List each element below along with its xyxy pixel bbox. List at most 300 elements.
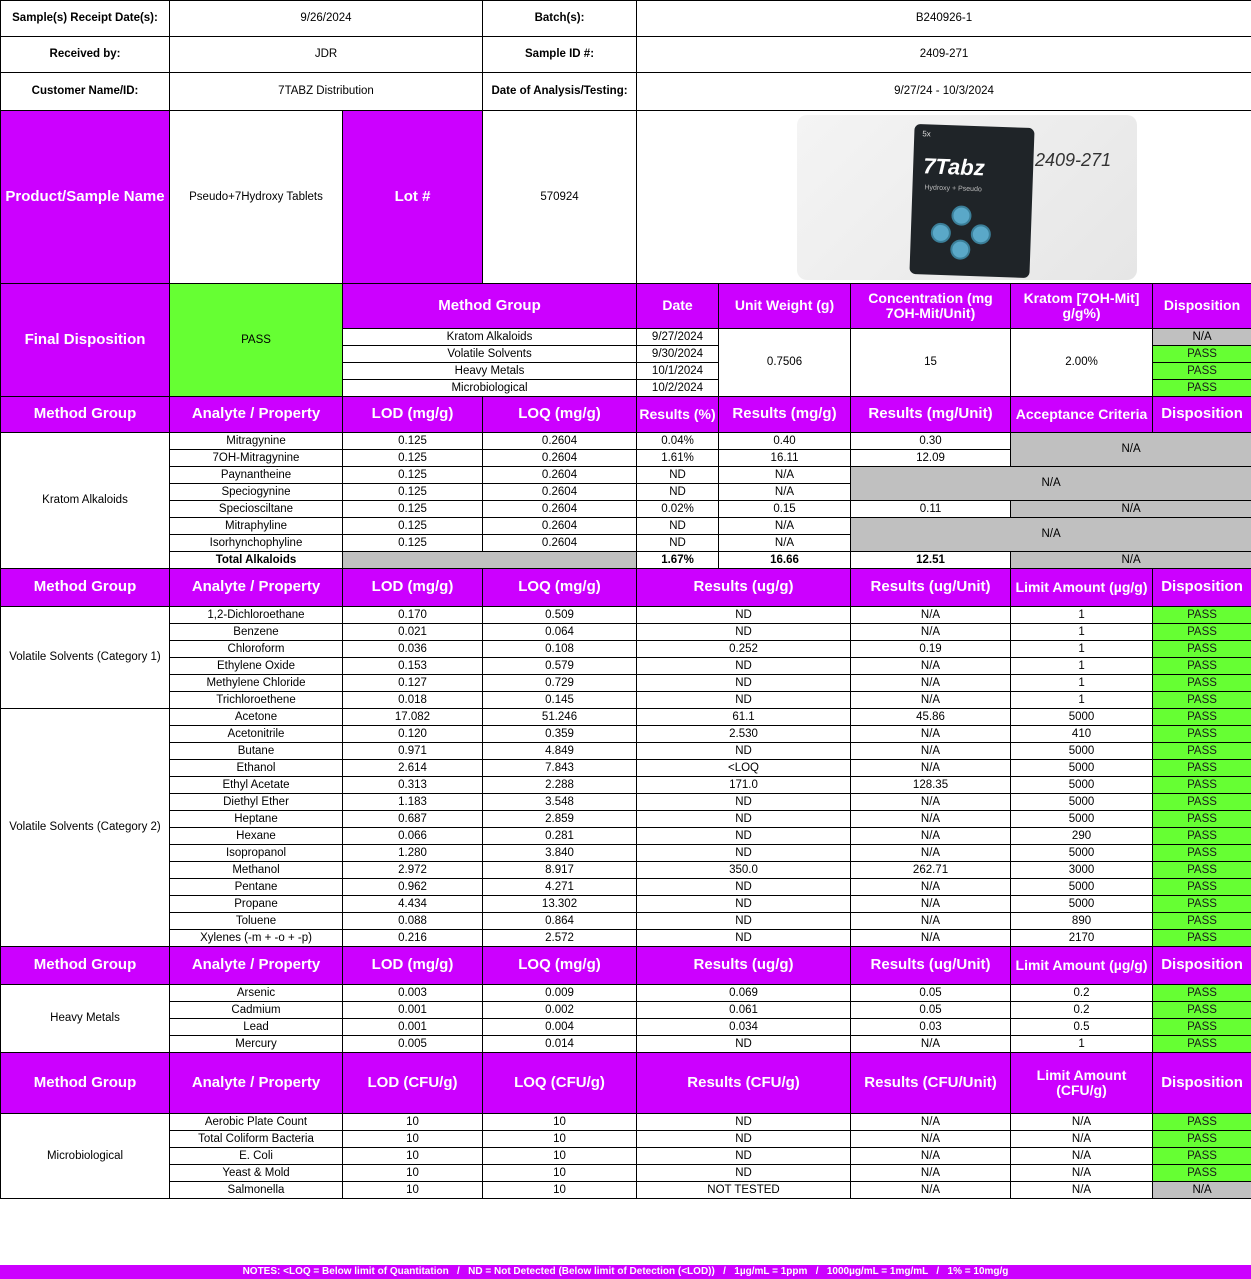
alk-total-pct: 1.67% — [637, 552, 719, 569]
alk-pct: ND — [637, 518, 719, 535]
sol2-lod: 1.280 — [343, 845, 483, 862]
alk-lod: 0.125 — [343, 484, 483, 501]
table-row — [1, 641, 1251, 658]
alk-loq: 0.2604 — [483, 450, 637, 467]
micro-disposition: N/A — [1153, 1182, 1251, 1199]
sol1-result: ND — [637, 658, 851, 675]
final-disposition-cell: PASS — [1153, 363, 1251, 380]
sol1-unit-result: N/A — [851, 692, 1011, 709]
final-date: 10/1/2024 — [637, 363, 719, 380]
micro-limit: N/A — [1011, 1165, 1153, 1182]
table-row — [1, 743, 1251, 760]
sol2-disposition: PASS — [1153, 879, 1251, 896]
sol1-limit: 1 — [1011, 658, 1153, 675]
alk-lod: 0.125 — [343, 518, 483, 535]
sol2-limit: 290 — [1011, 828, 1153, 845]
micro-loq: 10 — [483, 1114, 637, 1131]
sol2-loq: 2.859 — [483, 811, 637, 828]
sol2-loq: 0.359 — [483, 726, 637, 743]
sol2-unit-result: N/A — [851, 828, 1011, 845]
sol2-limit: 3000 — [1011, 862, 1153, 879]
alk-lod: 0.125 — [343, 467, 483, 484]
sol2-lod: 0.120 — [343, 726, 483, 743]
micro-unit-result: N/A — [851, 1182, 1011, 1199]
table-row — [1, 828, 1251, 845]
received-label: Received by: — [1, 37, 170, 73]
sol2-analyte: Heptane — [170, 811, 343, 828]
metal-disposition: PASS — [1153, 1002, 1251, 1019]
alk-mgg: 0.15 — [719, 501, 851, 518]
sol2-analyte: Butane — [170, 743, 343, 760]
alk-header-0: Method Group — [1, 397, 170, 433]
micro-header-2: LOD (CFU/g) — [343, 1053, 483, 1114]
alk-pct: 0.02% — [637, 501, 719, 518]
metal-result: 0.034 — [637, 1019, 851, 1036]
metal-loq: 0.014 — [483, 1036, 637, 1053]
sol-header-3: LOQ (mg/g) — [483, 569, 637, 607]
sol2-limit: 890 — [1011, 913, 1153, 930]
micro-result: ND — [637, 1114, 851, 1131]
sol-header-1: Analyte / Property — [170, 569, 343, 607]
micro-header-3: LOQ (CFU/g) — [483, 1053, 637, 1114]
customer-value: 7TABZ Distribution — [170, 73, 483, 111]
sol1-limit: 1 — [1011, 641, 1153, 658]
sol2-limit: 5000 — [1011, 811, 1153, 828]
table-row — [1, 913, 1251, 930]
sol1-analyte: Methylene Chloride — [170, 675, 343, 692]
sol2-analyte: Pentane — [170, 879, 343, 896]
sol2-disposition: PASS — [1153, 930, 1251, 947]
sol2-unit-result: N/A — [851, 896, 1011, 913]
metal-group: Heavy Metals — [1, 985, 170, 1053]
sol2-result: ND — [637, 845, 851, 862]
table-row — [1, 709, 1251, 726]
table-row — [1, 726, 1251, 743]
sol2-disposition: PASS — [1153, 743, 1251, 760]
metals-header-3: LOQ (mg/g) — [483, 947, 637, 985]
table-row — [1, 777, 1251, 794]
kratom-value: 2.00% — [1011, 329, 1153, 397]
table-row — [1, 658, 1251, 675]
final-date: 10/2/2024 — [637, 380, 719, 397]
alk-na: N/A — [1011, 501, 1251, 518]
sol2-disposition: PASS — [1153, 896, 1251, 913]
sol2-limit: 5000 — [1011, 777, 1153, 794]
sol1-group: Volatile Solvents (Category 1) — [1, 607, 170, 709]
micro-header-6: Limit Amount (CFU/g) — [1011, 1053, 1153, 1114]
sol2-disposition: PASS — [1153, 777, 1251, 794]
table-row — [1, 1182, 1251, 1199]
package-brand-text: 7Tabz — [922, 153, 986, 181]
sol2-result: 2.530 — [637, 726, 851, 743]
alk-analyte: Speciogynine — [170, 484, 343, 501]
final-date: 9/27/2024 — [637, 329, 719, 346]
sol2-disposition: PASS — [1153, 811, 1251, 828]
final-header-date: Date — [637, 284, 719, 329]
metals-header-6: Limit Amount (µg/g) — [1011, 947, 1153, 985]
metal-loq: 0.009 — [483, 985, 637, 1002]
table-row — [1, 896, 1251, 913]
package-corner-text: 5x — [922, 129, 931, 139]
micro-header-5: Results (CFU/Unit) — [851, 1053, 1011, 1114]
micro-analyte: E. Coli — [170, 1148, 343, 1165]
alk-analyte: Isorhynchophyline — [170, 535, 343, 552]
alk-total-mgg: 16.66 — [719, 552, 851, 569]
sol2-analyte: Methanol — [170, 862, 343, 879]
alk-header-8: Disposition — [1153, 397, 1251, 433]
sol2-loq: 0.281 — [483, 828, 637, 845]
sol1-loq: 0.729 — [483, 675, 637, 692]
table-row — [1, 811, 1251, 828]
sol2-unit-result: N/A — [851, 913, 1011, 930]
table-row — [1, 1131, 1251, 1148]
tablet-shape — [971, 224, 992, 245]
sol2-disposition: PASS — [1153, 862, 1251, 879]
product-name-label: Product/Sample Name — [1, 111, 170, 284]
sol2-loq: 13.302 — [483, 896, 637, 913]
sol2-limit: 5000 — [1011, 896, 1153, 913]
sol-header-6: Limit Amount (µg/g) — [1011, 569, 1153, 607]
alk-total-unit: 12.51 — [851, 552, 1011, 569]
sol2-result: 171.0 — [637, 777, 851, 794]
sol1-result: ND — [637, 675, 851, 692]
package-sub-text: Hydroxy + Pseudo — [924, 184, 982, 194]
sol2-lod: 0.687 — [343, 811, 483, 828]
sol2-analyte: Diethyl Ether — [170, 794, 343, 811]
alk-pct: ND — [637, 535, 719, 552]
sol2-loq: 8.917 — [483, 862, 637, 879]
final-header-concentration: Concentration (mg 7OH-Mit/Unit) — [851, 284, 1011, 329]
sol1-result: ND — [637, 624, 851, 641]
alk-unit: 12.09 — [851, 450, 1011, 467]
alk-analyte: 7OH-Mitragynine — [170, 450, 343, 467]
sol2-loq: 51.246 — [483, 709, 637, 726]
sol2-result: 350.0 — [637, 862, 851, 879]
received-value: JDR — [170, 37, 483, 73]
micro-header-4: Results (CFU/g) — [637, 1053, 851, 1114]
sol2-limit: 5000 — [1011, 794, 1153, 811]
metal-lod: 0.001 — [343, 1002, 483, 1019]
micro-limit: N/A — [1011, 1114, 1153, 1131]
sol2-loq: 2.572 — [483, 930, 637, 947]
alk-mgg: N/A — [719, 484, 851, 501]
table-row — [1, 1165, 1251, 1182]
sol2-analyte: Propane — [170, 896, 343, 913]
table-row — [1, 930, 1251, 947]
sol2-limit: 5000 — [1011, 743, 1153, 760]
alk-analyte: Speciosciltane — [170, 501, 343, 518]
alk-analyte: Mitraphyline — [170, 518, 343, 535]
sol-header-2: LOD (mg/g) — [343, 569, 483, 607]
micro-loq: 10 — [483, 1131, 637, 1148]
sol2-unit-result: N/A — [851, 879, 1011, 896]
sol1-analyte: Chloroform — [170, 641, 343, 658]
product-photo — [637, 111, 1251, 284]
micro-lod: 10 — [343, 1131, 483, 1148]
alk-mgg: 0.40 — [719, 433, 851, 450]
alk-lod: 0.125 — [343, 433, 483, 450]
sol2-analyte: Toluene — [170, 913, 343, 930]
sol2-result: 61.1 — [637, 709, 851, 726]
alk-loq: 0.2604 — [483, 433, 637, 450]
sol1-disposition: PASS — [1153, 624, 1251, 641]
micro-analyte: Yeast & Mold — [170, 1165, 343, 1182]
sol2-analyte: Acetonitrile — [170, 726, 343, 743]
alk-analyte: Paynantheine — [170, 467, 343, 484]
sol2-result: ND — [637, 879, 851, 896]
batch-value: B240926-1 — [637, 1, 1251, 37]
sol1-lod: 0.127 — [343, 675, 483, 692]
sol2-limit: 2170 — [1011, 930, 1153, 947]
sol1-loq: 0.509 — [483, 607, 637, 624]
micro-disposition: PASS — [1153, 1131, 1251, 1148]
sample-id-label: Sample ID #: — [483, 37, 637, 73]
customer-label: Customer Name/ID: — [1, 73, 170, 111]
tablet-shape — [950, 239, 971, 260]
micro-analyte: Aerobic Plate Count — [170, 1114, 343, 1131]
sol1-disposition: PASS — [1153, 658, 1251, 675]
alk-pct: ND — [637, 467, 719, 484]
sol2-unit-result: 128.35 — [851, 777, 1011, 794]
sol1-unit-result: N/A — [851, 675, 1011, 692]
micro-unit-result: N/A — [851, 1165, 1011, 1182]
sol2-unit-result: N/A — [851, 726, 1011, 743]
alk-lod: 0.125 — [343, 501, 483, 518]
sol2-lod: 0.066 — [343, 828, 483, 845]
sol2-disposition: PASS — [1153, 828, 1251, 845]
micro-result: ND — [637, 1148, 851, 1165]
sol1-limit: 1 — [1011, 692, 1153, 709]
sol2-analyte: Ethanol — [170, 760, 343, 777]
sol1-loq: 0.108 — [483, 641, 637, 658]
metal-analyte: Arsenic — [170, 985, 343, 1002]
alk-mgg: N/A — [719, 518, 851, 535]
sol2-unit-result: N/A — [851, 845, 1011, 862]
sol1-unit-result: N/A — [851, 658, 1011, 675]
table-row — [1, 1114, 1251, 1131]
sol2-group: Volatile Solvents (Category 2) — [1, 709, 170, 947]
micro-header-7: Disposition — [1153, 1053, 1251, 1114]
metal-result: 0.061 — [637, 1002, 851, 1019]
metal-limit: 0.2 — [1011, 985, 1153, 1002]
sol1-loq: 0.145 — [483, 692, 637, 709]
alk-na: N/A — [851, 467, 1251, 501]
alk-group: Kratom Alkaloids — [1, 433, 170, 569]
sol-header-4: Results (ug/g) — [637, 569, 851, 607]
alk-pct: ND — [637, 484, 719, 501]
sol1-unit-result: 0.19 — [851, 641, 1011, 658]
metal-unit-result: 0.05 — [851, 985, 1011, 1002]
metal-unit-result: 0.05 — [851, 1002, 1011, 1019]
micro-unit-result: N/A — [851, 1148, 1011, 1165]
sol2-disposition: PASS — [1153, 726, 1251, 743]
micro-limit: N/A — [1011, 1148, 1153, 1165]
table-row — [1, 607, 1251, 624]
sol2-unit-result: 45.86 — [851, 709, 1011, 726]
micro-result: ND — [637, 1131, 851, 1148]
alk-lod: 0.125 — [343, 450, 483, 467]
micro-header-0: Method Group — [1, 1053, 170, 1114]
sol2-limit: 5000 — [1011, 879, 1153, 896]
sol2-unit-result: N/A — [851, 794, 1011, 811]
metal-limit: 1 — [1011, 1036, 1153, 1053]
sol2-lod: 0.313 — [343, 777, 483, 794]
final-header-disposition: Disposition — [1153, 284, 1251, 329]
alk-loq: 0.2604 — [483, 467, 637, 484]
sol2-loq: 7.843 — [483, 760, 637, 777]
table-row — [1, 1148, 1251, 1165]
sol1-analyte: 1,2-Dichloroethane — [170, 607, 343, 624]
sol1-lod: 0.036 — [343, 641, 483, 658]
sol2-lod: 1.183 — [343, 794, 483, 811]
sol2-result: ND — [637, 811, 851, 828]
notes-bar: NOTES: <LOQ = Below limit of Quantitation / ND = Not Detected (Below limit of Detection (<LOD)) / 1µg/mL = 1ppm / 1000µg/mL = 1mg/mL / 1% = 10mg/g — [0, 1265, 1251, 1279]
micro-group: Microbiological — [1, 1114, 170, 1199]
micro-result: NOT TESTED — [637, 1182, 851, 1199]
concentration-value: 15 — [851, 329, 1011, 397]
final-disposition-cell: N/A — [1153, 329, 1251, 346]
alk-unit: 0.30 — [851, 433, 1011, 450]
sol2-analyte: Isopropanol — [170, 845, 343, 862]
table-row — [1, 862, 1251, 879]
alk-header-1: Analyte / Property — [170, 397, 343, 433]
final-disposition-label: Final Disposition — [1, 284, 170, 397]
micro-header-1: Analyte / Property — [170, 1053, 343, 1114]
sol2-result: <LOQ — [637, 760, 851, 777]
metal-analyte: Cadmium — [170, 1002, 343, 1019]
metal-limit: 0.5 — [1011, 1019, 1153, 1036]
table-row — [1, 1019, 1251, 1036]
sol2-limit: 5000 — [1011, 709, 1153, 726]
final-date: 9/30/2024 — [637, 346, 719, 363]
sol2-limit: 5000 — [1011, 760, 1153, 777]
table-row — [1, 760, 1251, 777]
sol2-loq: 2.288 — [483, 777, 637, 794]
table-row — [1, 675, 1251, 692]
sol1-disposition: PASS — [1153, 692, 1251, 709]
table-row — [1, 845, 1251, 862]
final-group: Heavy Metals — [343, 363, 637, 380]
sol-header-0: Method Group — [1, 569, 170, 607]
sol2-unit-result: N/A — [851, 930, 1011, 947]
sol1-unit-result: N/A — [851, 607, 1011, 624]
sol1-disposition: PASS — [1153, 675, 1251, 692]
sol2-unit-result: 262.71 — [851, 862, 1011, 879]
unit-weight-value: 0.7506 — [719, 329, 851, 397]
sol2-loq: 4.849 — [483, 743, 637, 760]
table-row — [1, 879, 1251, 896]
metal-lod: 0.001 — [343, 1019, 483, 1036]
sol2-lod: 17.082 — [343, 709, 483, 726]
metal-result: ND — [637, 1036, 851, 1053]
sol2-limit: 410 — [1011, 726, 1153, 743]
receipt-label: Sample(s) Receipt Date(s): — [1, 1, 170, 37]
micro-loq: 10 — [483, 1182, 637, 1199]
micro-lod: 10 — [343, 1182, 483, 1199]
lot-label: Lot # — [343, 111, 483, 284]
batch-label: Batch(s): — [483, 1, 637, 37]
sol1-lod: 0.018 — [343, 692, 483, 709]
alk-pct: 0.04% — [637, 433, 719, 450]
sol1-analyte: Benzene — [170, 624, 343, 641]
micro-lod: 10 — [343, 1114, 483, 1131]
lot-value: 570924 — [483, 111, 637, 284]
sol2-lod: 0.962 — [343, 879, 483, 896]
alk-mgg: N/A — [719, 535, 851, 552]
metals-header-4: Results (ug/g) — [637, 947, 851, 985]
micro-result: ND — [637, 1165, 851, 1182]
metals-header-0: Method Group — [1, 947, 170, 985]
alk-header-3: LOQ (mg/g) — [483, 397, 637, 433]
sol1-disposition: PASS — [1153, 641, 1251, 658]
sol1-disposition: PASS — [1153, 607, 1251, 624]
metals-header-7: Disposition — [1153, 947, 1251, 985]
product-name-value: Pseudo+7Hydroxy Tablets — [170, 111, 343, 284]
handwritten-sample-number: 2409-271 — [1035, 150, 1112, 170]
alk-total-blank — [343, 552, 637, 569]
alk-total-na: N/A — [1011, 552, 1251, 569]
micro-loq: 10 — [483, 1148, 637, 1165]
metal-disposition: PASS — [1153, 985, 1251, 1002]
metals-header-5: Results (ug/Unit) — [851, 947, 1011, 985]
final-group: Microbiological — [343, 380, 637, 397]
micro-limit: N/A — [1011, 1182, 1153, 1199]
final-disposition-cell: PASS — [1153, 380, 1251, 397]
alk-mgg: 16.11 — [719, 450, 851, 467]
metals-header-2: LOD (mg/g) — [343, 947, 483, 985]
sol1-lod: 0.170 — [343, 607, 483, 624]
table-row — [1, 1036, 1251, 1053]
micro-disposition: PASS — [1153, 1114, 1251, 1131]
final-header-kratom: Kratom [7OH-Mit] g/g%) — [1011, 284, 1153, 329]
table-row — [1, 692, 1251, 709]
sol2-lod: 0.216 — [343, 930, 483, 947]
metal-result: 0.069 — [637, 985, 851, 1002]
alk-na: N/A — [1011, 433, 1251, 467]
micro-lod: 10 — [343, 1148, 483, 1165]
sol-header-5: Results (ug/Unit) — [851, 569, 1011, 607]
sol1-lod: 0.021 — [343, 624, 483, 641]
metal-disposition: PASS — [1153, 1019, 1251, 1036]
final-group: Volatile Solvents — [343, 346, 637, 363]
alk-header-4: Results (%) — [637, 397, 719, 433]
final-group: Kratom Alkaloids — [343, 329, 637, 346]
sol2-limit: 5000 — [1011, 845, 1153, 862]
final-header-method: Method Group — [343, 284, 637, 329]
sol1-result: ND — [637, 607, 851, 624]
metal-loq: 0.004 — [483, 1019, 637, 1036]
table-row — [1, 624, 1251, 641]
metal-unit-result: N/A — [851, 1036, 1011, 1053]
final-disposition-cell: PASS — [1153, 346, 1251, 363]
alk-header-6: Results (mg/Unit) — [851, 397, 1011, 433]
micro-unit-result: N/A — [851, 1131, 1011, 1148]
alk-loq: 0.2604 — [483, 518, 637, 535]
sol1-analyte: Ethylene Oxide — [170, 658, 343, 675]
sol2-disposition: PASS — [1153, 794, 1251, 811]
micro-analyte: Salmonella — [170, 1182, 343, 1199]
alk-loq: 0.2604 — [483, 501, 637, 518]
sol1-result: ND — [637, 692, 851, 709]
sol1-limit: 1 — [1011, 607, 1153, 624]
sol2-unit-result: N/A — [851, 743, 1011, 760]
alk-pct: 1.61% — [637, 450, 719, 467]
sol1-limit: 1 — [1011, 624, 1153, 641]
sol1-unit-result: N/A — [851, 624, 1011, 641]
date-analysis-value: 9/27/24 - 10/3/2024 — [637, 73, 1251, 111]
sol1-analyte: Trichloroethene — [170, 692, 343, 709]
sol2-loq: 3.548 — [483, 794, 637, 811]
